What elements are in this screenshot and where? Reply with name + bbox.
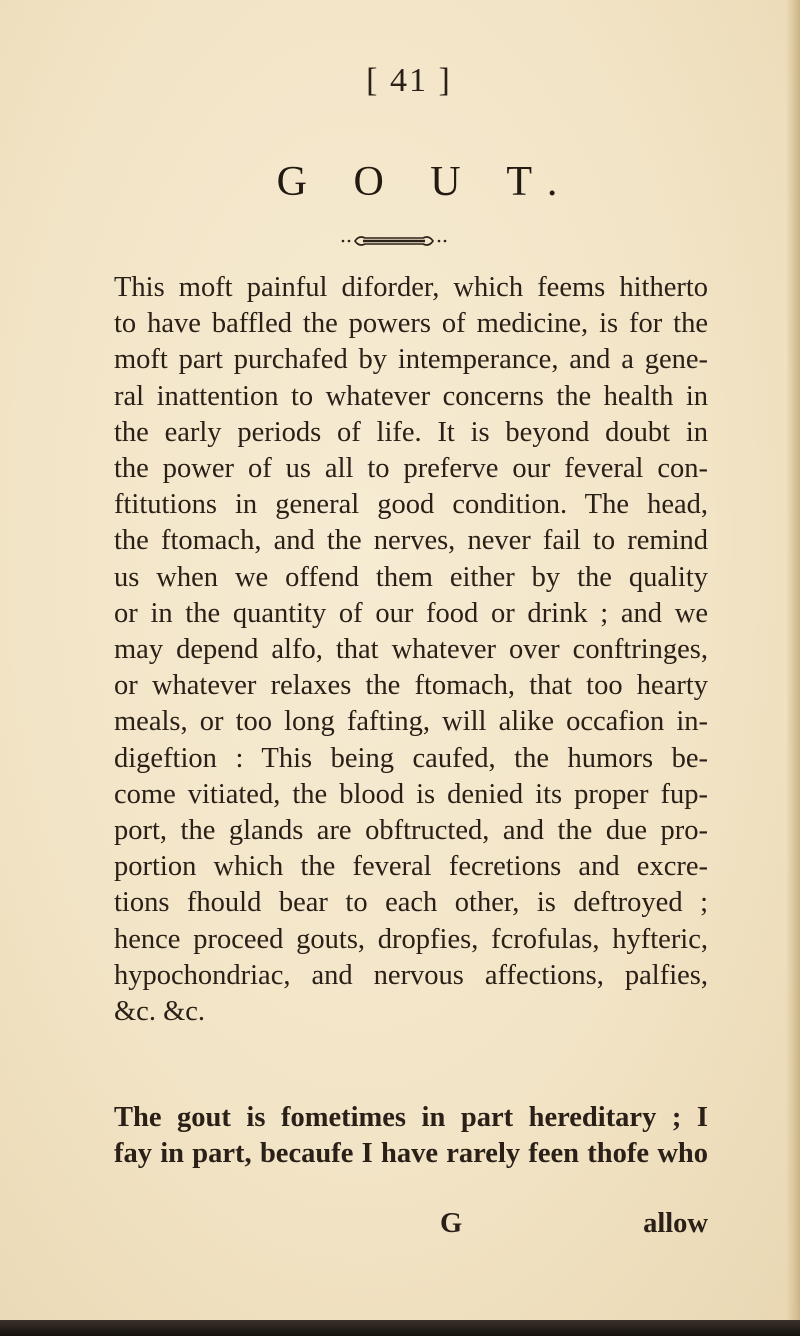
text-line: moft part purchafed by intemperance, and a gene- <box>114 344 708 376</box>
text-line: ftitutions in general good condition. The head, <box>114 489 708 521</box>
text-line: ral inattention to whatever concerns the health in <box>114 380 708 412</box>
text-line: fay in part, becaufe I have rarely feen thofe who <box>114 1138 708 1170</box>
text-line: the power of us all to preferve our feveral con- <box>114 453 708 485</box>
text-line: may depend alfo, that whatever over conftringes, <box>114 634 708 666</box>
ornamental-divider <box>339 232 449 250</box>
signature-mark: G <box>440 1208 463 1239</box>
text-line: hence proceed gouts, dropfies, fcrofulas, hyfteric, <box>114 923 708 955</box>
text-line: to have baffled the powers of medicine, is for the <box>114 308 708 340</box>
text-line: the ftomach, and the nerves, never fail to remind <box>114 525 708 557</box>
text-line: or whatever relaxes the ftomach, that too hearty <box>114 670 708 702</box>
text-line: come vitiated, the blood is denied its proper fup- <box>114 778 708 810</box>
text-line: tions fhould bear to each other, is deftroyed ; <box>114 887 708 919</box>
page-number: [ 41 ] <box>366 62 452 99</box>
chapter-heading: G O U T. <box>276 159 576 205</box>
text-line: the early periods of life. It is beyond doubt in <box>114 416 708 448</box>
page-footer <box>114 1208 708 1244</box>
text-line: us when we offend them either by the quality <box>114 561 708 593</box>
text-line: digeftion : This being caufed, the humors be- <box>114 742 708 774</box>
text-line: &c. &c. <box>114 996 206 1028</box>
scan-bottom-edge <box>0 1320 800 1336</box>
paragraph-2 <box>114 1100 708 1172</box>
paragraph-1 <box>114 270 708 1030</box>
text-line: portion which the feveral fecretions and excre- <box>114 851 708 883</box>
text-line: port, the glands are obftructed, and the due pro- <box>114 815 708 847</box>
text-line: or in the quantity of our food or drink ; and we <box>114 597 708 629</box>
catchword: allow <box>643 1208 708 1239</box>
text-line: hypochondriac, and nervous affections, palfies, <box>114 959 708 991</box>
text-line: This moft painful diforder, which feems hitherto <box>114 272 708 303</box>
text-line: The gout is fometimes in part hereditary ; I <box>114 1102 708 1133</box>
text-line: meals, or too long fafting, will alike occafion in- <box>114 706 708 738</box>
